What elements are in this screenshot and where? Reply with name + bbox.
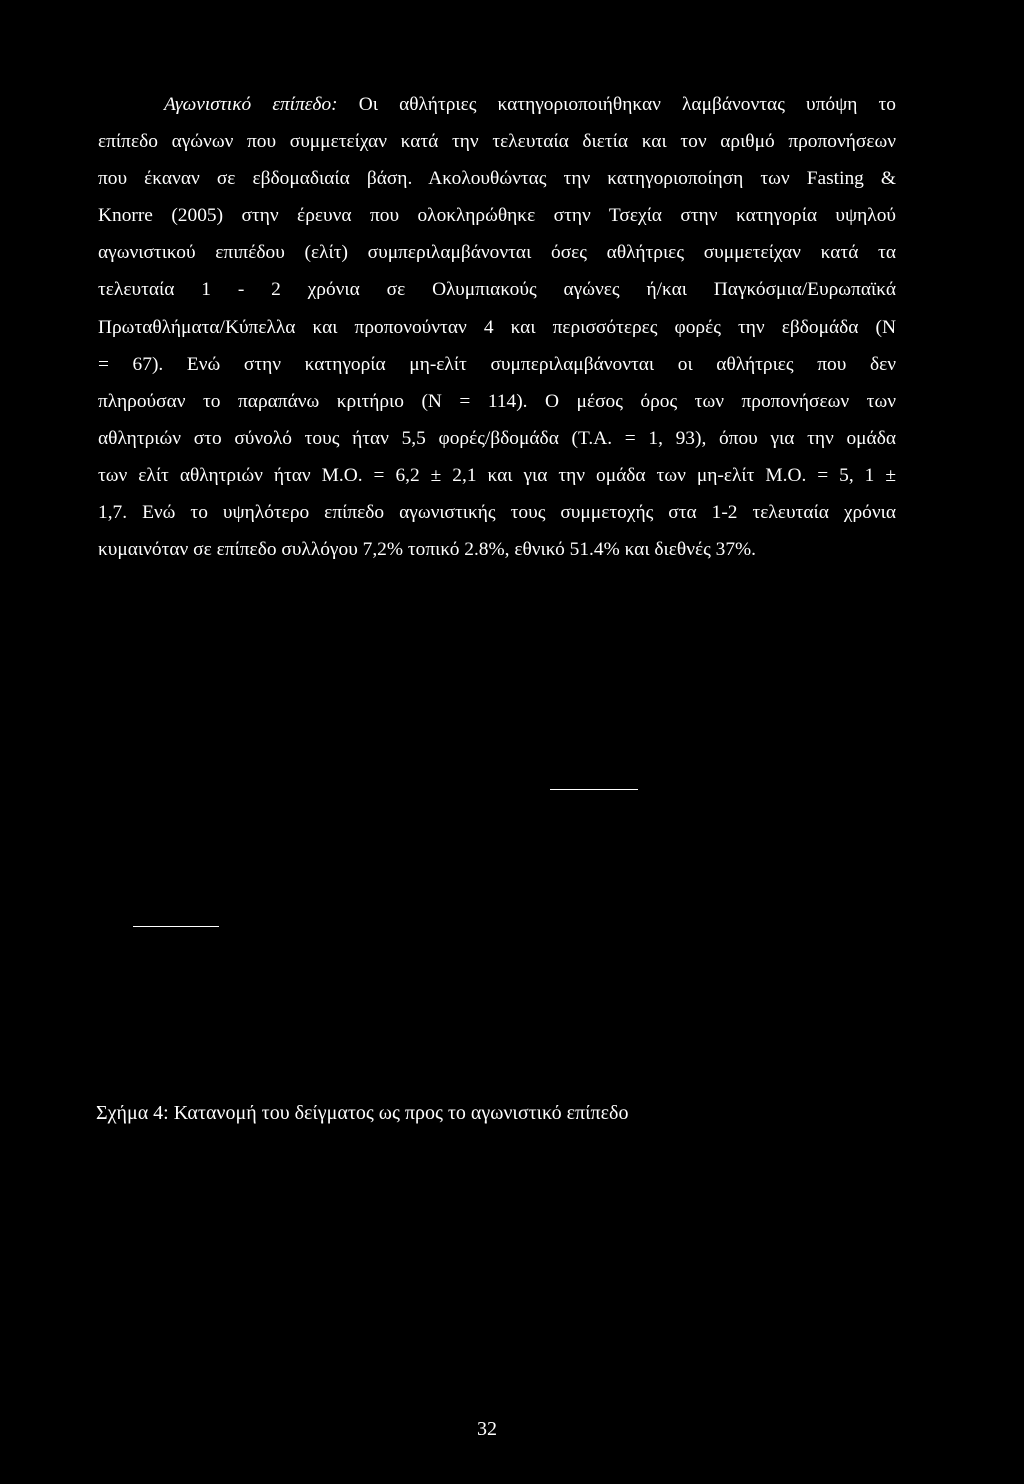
paragraph-line [98, 86, 896, 123]
paragraph-line: αθλητριών στο σύνολό τους ήταν 5,5 φορές/βδομάδα (Τ.Α. = 1, 93), όπου για την ομάδα [98, 427, 896, 449]
paragraph-line: Knorre (2005) στην έρευνα που ολοκληρώθηκε στην Τσεχία στην κατηγορία υψηλού [98, 205, 896, 227]
paragraph-line: = 67). Ενώ στην κατηγορία μη-ελίτ συμπεριλαμβάνονται οι αθλήτριες που δεν [98, 353, 896, 375]
paragraph-line: επίπεδο αγώνων που συμμετείχαν κατά την τελευταία διετία και τον αριθμό προπονήσεων [98, 131, 896, 153]
paragraph-line: αγωνιστικού επιπέδου (ελίτ) συμπεριλαμβάνονται όσες αθλήτριες συμμετείχαν κατά τα [98, 242, 896, 264]
body-paragraph [98, 86, 896, 568]
paragraph-line-text: Οι αθλήτριες κατηγοριοποιήθηκαν λαμβάνοντας υπόψη το [337, 94, 896, 115]
paragraph-lead-italic: Αγωνιστικό επίπεδο: [164, 94, 338, 115]
figure-caption: Σχήμα 4: Κατανομή του δείγματος ως προς το αγωνιστικό επίπεδο [96, 1102, 629, 1124]
figure-rule-line [133, 926, 219, 927]
paragraph-line: που έκαναν σε εβδομαδιαία βάση. Ακολουθώντας την κατηγοριοποίηση των Fasting & [98, 168, 896, 190]
paragraph-line: Πρωταθλήματα/Κύπελλα και προπονούνταν 4 και περισσότερες φορές την εβδομάδα (Ν [98, 316, 896, 338]
paragraph-line: 1,7. Ενώ το υψηλότερο επίπεδο αγωνιστικής τους συμμετοχής στα 1-2 τελευταία χρόνια [98, 502, 896, 524]
page-number: 32 [477, 1418, 497, 1440]
paragraph-line: τελευταία 1 - 2 χρόνια σε Ολυμπιακούς αγώνες ή/και Παγκόσμια/Ευρωπαϊκά [98, 279, 896, 301]
paragraph-line: των ελίτ αθλητριών ήταν Μ.Ο. = 6,2 ± 2,1 και για την ομάδα των μη-ελίτ Μ.Ο. = 5, 1 ± [98, 464, 896, 486]
paragraph-line: πληρούσαν το παραπάνω κριτήριο (Ν = 114). Ο μέσος όρος των προπονήσεων των [98, 390, 896, 412]
paragraph-line: κυμαινόταν σε επίπεδο συλλόγου 7,2% τοπικό 2.8%, εθνικό 51.4% και διεθνές 37%. [98, 539, 757, 561]
figure-rule-line [550, 789, 638, 790]
